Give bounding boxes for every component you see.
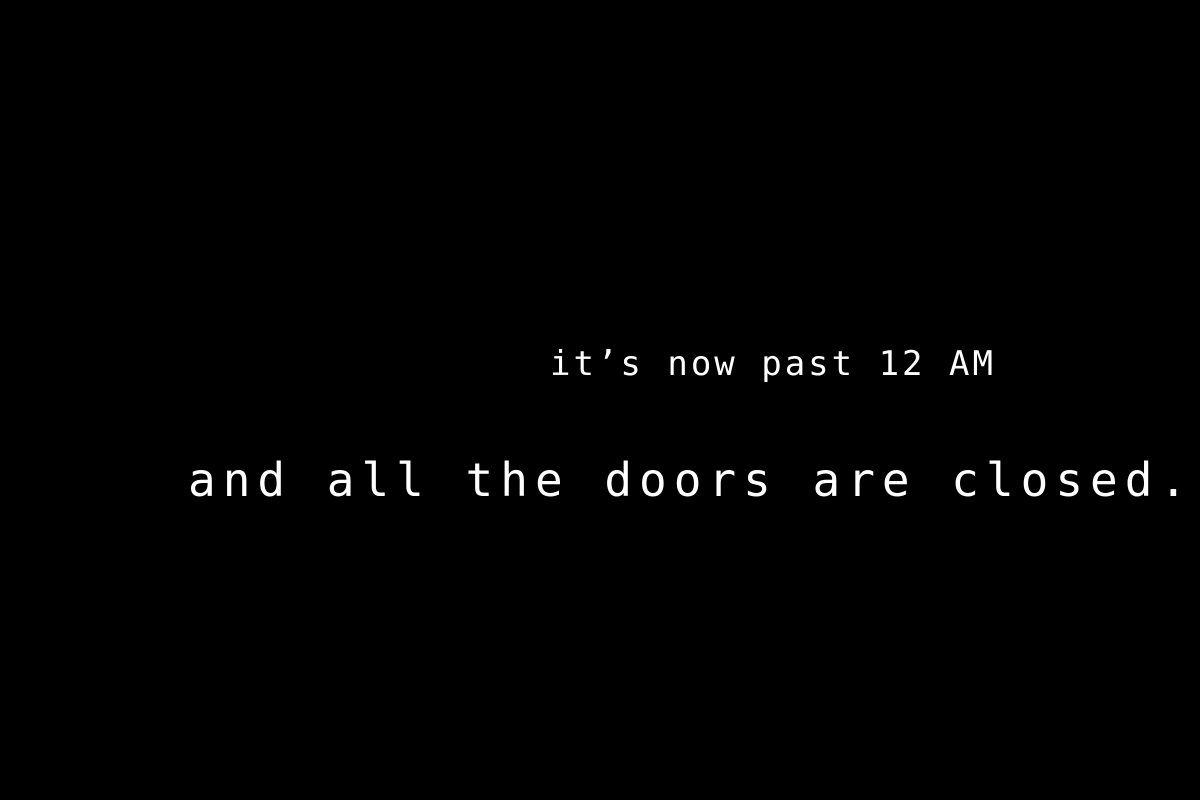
caption-line-2: and all the doors are closed. xyxy=(188,453,1195,507)
caption-line-1: it’s now past 12 AM xyxy=(550,344,996,384)
